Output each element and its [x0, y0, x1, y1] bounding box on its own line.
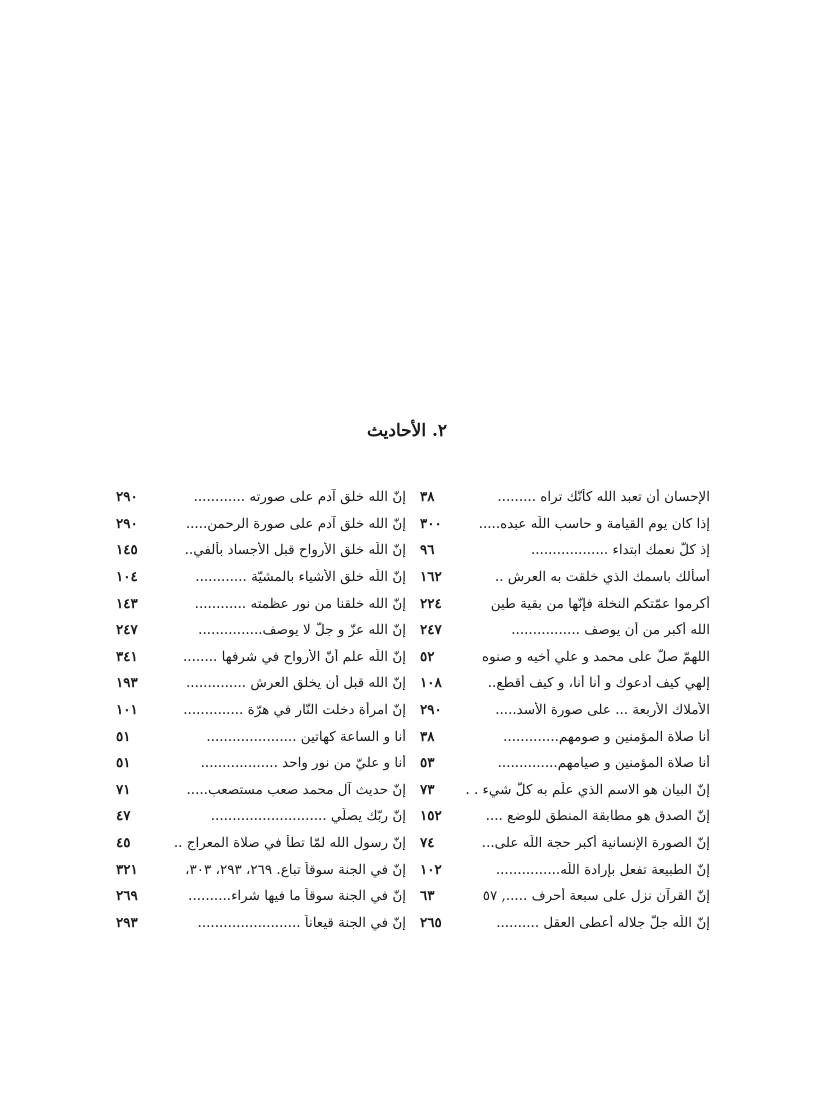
index-entry [420, 590, 710, 617]
index-entry [116, 910, 406, 937]
index-entry [420, 644, 710, 671]
index-entry [420, 723, 710, 750]
entry-page-number: ٥٢ [420, 648, 435, 665]
index-entry [420, 883, 710, 910]
index-entry [420, 670, 710, 697]
entry-text: أسألك باسمك الذي خلقت به العرش .. [494, 569, 710, 586]
index-entry [116, 484, 406, 511]
index-entry [116, 803, 406, 830]
entry-page-number: ٢٦٥ [420, 914, 442, 931]
entry-page-number: ٢٩٠ [420, 702, 442, 719]
index-entry [116, 723, 406, 750]
entry-page-number: ٢٩٠ [116, 489, 138, 506]
entry-page-number: ٦٣ [420, 888, 435, 905]
index-column-left [116, 484, 406, 936]
index-entry [420, 750, 710, 777]
entry-text: إنّ امرأة دخلت النّار في هرّة .............. [183, 702, 406, 719]
entry-text: أنا صلاة المؤمنين و صومهم............. [503, 728, 710, 745]
page-title: ٢. الأحاديث [366, 421, 448, 441]
index-entry [116, 617, 406, 644]
entry-page-number: ١٠٨ [420, 675, 442, 692]
index-column-right [420, 484, 710, 936]
entry-page-number: ٥١ [116, 728, 131, 745]
entry-page-number: ٥١ [116, 755, 131, 772]
entry-page-number: ٣٢١ [116, 861, 138, 878]
entry-text: إنّ اللّه خلق الأرواح قبل الأجساد بألفي.. [184, 542, 406, 559]
entry-page-number: ١٩٣ [116, 675, 138, 692]
entry-text: إنّ القرآن نزل على سبعة أحرف ....., ٥٧ [482, 888, 710, 905]
index-entry [116, 511, 406, 538]
entry-text: أنا صلاة المؤمنين و صيامهم.............. [497, 755, 710, 772]
entry-page-number: ١٥٢ [420, 808, 442, 825]
entry-page-number: ٢٦٩ [116, 888, 138, 905]
entry-page-number: ٢٤٧ [116, 622, 138, 639]
entry-page-number: ٤٧ [116, 808, 131, 825]
entry-text: إنّ الله قبل أن يخلق العرش .............. [186, 675, 406, 692]
index-entry [420, 803, 710, 830]
entry-text: إنّ اللّه خلق الأشياء بالمشيّة ............ [195, 569, 406, 586]
entry-text: إنّ ربّك يصلّي ........................... [210, 808, 406, 825]
entry-text: إنّ في الجنة سوقاً ما فيها شراء.......... [188, 888, 406, 905]
entry-text: إنّ اللّه جلّ جلاله أعطى العقل .......... [496, 914, 710, 931]
entry-text: إلهي كيف أدعوك و أنا أنا، و كيف أقطع.. [487, 675, 710, 692]
entry-text: إنّ رسول الله لمّا تطأ في صلاة المعراج .. [173, 835, 406, 852]
index-entry [420, 830, 710, 857]
entry-page-number: ٧٤ [420, 835, 435, 852]
entry-text: إذا كان يوم القيامة و حاسب اللّه عبده..... [478, 515, 710, 532]
entry-text: أنا و الساعة كهاتين ..................... [206, 728, 406, 745]
index-entry [420, 564, 710, 591]
entry-page-number: ٧٣ [420, 781, 435, 798]
entry-text: إنّ البيان هو الاسم الذي علّم به كلّ شيء . . [465, 781, 710, 798]
index-entry [116, 883, 406, 910]
index-entry [116, 564, 406, 591]
index-entry [420, 856, 710, 883]
index-entry [420, 537, 710, 564]
entry-page-number: ١٤٣ [116, 595, 138, 612]
entry-text: إنّ الله خلق آدم على صورة الرحمن..... [185, 515, 406, 532]
index-entry [116, 537, 406, 564]
entry-text: إنّ الصدق هو مطابقة المنطق للوضع .... [485, 808, 710, 825]
index-entry [420, 777, 710, 804]
index-entry [420, 697, 710, 724]
entry-page-number: ٩٦ [420, 542, 435, 559]
entry-page-number: ٤٥ [116, 835, 131, 852]
entry-page-number: ٢٢٤ [420, 595, 442, 612]
index-entry [116, 644, 406, 671]
entry-page-number: ١٤٥ [116, 542, 138, 559]
entry-text: إنّ في الجنة سوقاً تباع. ٢٦٩، ٢٩٣، ٣٠٣، [185, 861, 406, 878]
index-entry [116, 777, 406, 804]
entry-page-number: ٣٨ [420, 728, 435, 745]
entry-text: الإحسان أن تعبد الله كأنّك تراه ......... [497, 489, 710, 506]
entry-text: أكرموا عمّتكم النخلة فإنّها من بقية طين [490, 595, 710, 612]
entry-text: إنّ الله عزّ و جلّ لا يوصف............... [198, 622, 406, 639]
entry-text: الأملاك الأربعة ... على صورة الأسد..... [495, 702, 710, 719]
index-entry [116, 856, 406, 883]
index-entry [420, 511, 710, 538]
entry-page-number: ١٠٤ [116, 569, 138, 586]
entry-page-number: ٢٩٠ [116, 515, 138, 532]
entry-page-number: ١٠١ [116, 702, 138, 719]
entry-text: إنّ حديث آل محمد صعب مستصعب..... [186, 781, 406, 798]
entry-page-number: ١٦٢ [420, 569, 442, 586]
entry-page-number: ١٠٢ [420, 861, 442, 878]
entry-text: إنّ الله خلقنا من نور عظمته ............ [194, 595, 406, 612]
index-entry [116, 750, 406, 777]
entry-page-number: ٢٤٧ [420, 622, 442, 639]
entry-page-number: ٥٣ [420, 755, 435, 772]
entry-text: إنّ اللّه علم أنّ الأرواح في شرفها ........ [183, 648, 406, 665]
entry-text: إنّ الطبيعة تفعل بإرادة اللّه............... [495, 861, 710, 878]
index-entry [420, 484, 710, 511]
entry-page-number: ٣٠٠ [420, 515, 442, 532]
index-entry [116, 670, 406, 697]
entry-page-number: ٣٨ [420, 489, 435, 506]
index-entry [116, 830, 406, 857]
entry-text: إنّ في الجنة قيعاناً ........................ [197, 914, 406, 931]
index-entry [116, 590, 406, 617]
entry-text: إذ كلّ نعمك ابتداء .................. [530, 542, 710, 559]
entry-page-number: ٣٤١ [116, 648, 138, 665]
entry-page-number: ٢٩٣ [116, 914, 138, 931]
entry-text: أنا و عليّ من نور واحد .................. [200, 755, 406, 772]
entry-page-number: ٧١ [116, 781, 131, 798]
entry-text: اللهمّ صلّ على محمد و علي أخيه و صنوه [482, 648, 710, 665]
index-entry [116, 697, 406, 724]
entry-text: إنّ الله خلق آدم على صورته ............ [193, 489, 406, 506]
index-entry [420, 617, 710, 644]
index-entry [420, 910, 710, 937]
entry-text: الله أكبر من أن يوصف ................ [511, 622, 710, 639]
entry-text: إنّ الصورة الإنسانية أكبر حجة اللّه على... [481, 835, 710, 852]
